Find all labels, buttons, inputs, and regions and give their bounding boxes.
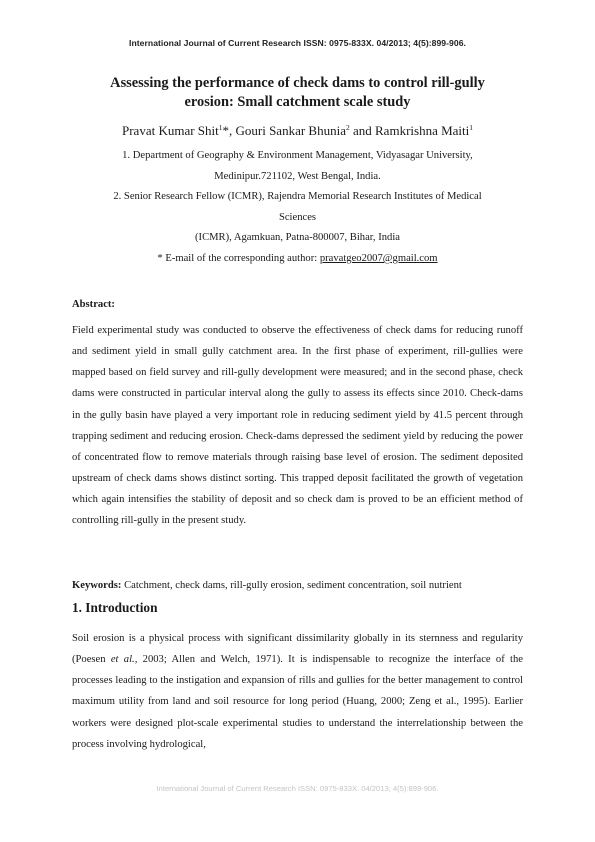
corresponding-author-label: * E-mail of the corresponding author: bbox=[157, 253, 320, 264]
keywords-label: Keywords: bbox=[72, 580, 122, 591]
author-list bbox=[40, 123, 555, 139]
introduction-et-al: et al., bbox=[110, 654, 138, 666]
title-line-2: erosion: Small catchment scale study bbox=[184, 94, 411, 110]
affiliation-1 bbox=[72, 145, 523, 187]
corresponding-author-mark: *, bbox=[222, 123, 236, 138]
author-separator: and bbox=[349, 123, 376, 138]
affiliation-3 bbox=[72, 227, 523, 248]
affiliation-1-line-1: 1. Department of Geography & Environment Management, Vidyasagar University, bbox=[122, 150, 473, 161]
author-3-name: Ramkrishna Maiti bbox=[375, 123, 470, 138]
abstract-heading: Abstract: bbox=[72, 299, 115, 310]
author-1-affiliation-mark: 1 bbox=[218, 123, 223, 132]
affiliation-3-line-1: (ICMR), Agamkuan, Patna-800007, Bihar, India bbox=[195, 232, 400, 243]
introduction-text-part-1: Soil erosion is a physical process with significant dissimilarity globally in its sternness and regularity (Poesen bbox=[72, 633, 523, 666]
author-2-affiliation-mark: 2 bbox=[345, 123, 350, 132]
keywords bbox=[72, 575, 523, 596]
author-2-name: Gouri Sankar Bhunia bbox=[235, 123, 346, 138]
introduction-text-part-2: 2003; Allen and Welch, 1971). It is indispensable to recognize the interface of the processes leading to the instigation and expansion of rills and gullies for the better management to control maximum utility from land and soil resource for long period (Huang, 2000; Zeng et al., 1995). Earlier workers were designed plot-scale experimental studies to understand the interrelationship between the process involving hydrological, bbox=[72, 654, 523, 750]
section-heading-introduction: 1. Introduction bbox=[72, 600, 158, 615]
abstract-text: Field experimental study was conducted to observe the effectiveness of check dams for reducing runoff and sediment yield in small gully catchment area. In the first phase of experiment, rill-gullies were mapped based on field survey and rill-gully development were measured; and in the second phase, check dams were constructed in particular interval along the gully to assess its effects since 2010. Check-dams in the gully basin have played a very important role in reducing sediment yield by 41.5 percent through trapping sediment and reducing erosion. Check-dams depressed the sediment yield by reducing the power of concentrated flow to remove materials through raising base level of erosion. The sediment deposited upstream of check dams shows distinct sorting. This trapped deposit facilitated the growth of vegetation which again intensifies the stability of deposit and so check dam is proved to be an efficient method of controlling rill-gully in the present study. bbox=[72, 325, 523, 527]
introduction-text bbox=[72, 628, 523, 755]
corresponding-author bbox=[72, 248, 523, 269]
running-foot: International Journal of Current Research ISSN: 0975-833X. 04/2013; 4(5):899-906. bbox=[156, 784, 439, 793]
affiliation-2 bbox=[72, 186, 523, 228]
paper-title bbox=[60, 74, 535, 112]
author-1-name: Pravat Kumar Shit bbox=[121, 123, 219, 138]
title-line-1: Assessing the performance of check dams to control rill-gully bbox=[110, 75, 485, 91]
author-3-affiliation-mark: 1 bbox=[469, 123, 474, 132]
corresponding-author-email-link[interactable]: pravatgeo2007@gmail.com bbox=[319, 253, 438, 264]
affiliation-2-line-1: 2. Senior Research Fellow (ICMR), Rajendra Memorial Research Institutes of Medical bbox=[113, 191, 482, 202]
affiliation-1-line-2: Medinipur.721102, West Bengal, India. bbox=[214, 171, 381, 182]
keywords-text: Catchment, check dams, rill-gully erosion, sediment concentration, soil nutrient bbox=[121, 580, 462, 591]
running-head: International Journal of Current Research ISSN: 0975-833X. 04/2013; 4(5):899-906. bbox=[129, 38, 466, 48]
affiliation-2-line-2: Sciences bbox=[278, 212, 317, 223]
